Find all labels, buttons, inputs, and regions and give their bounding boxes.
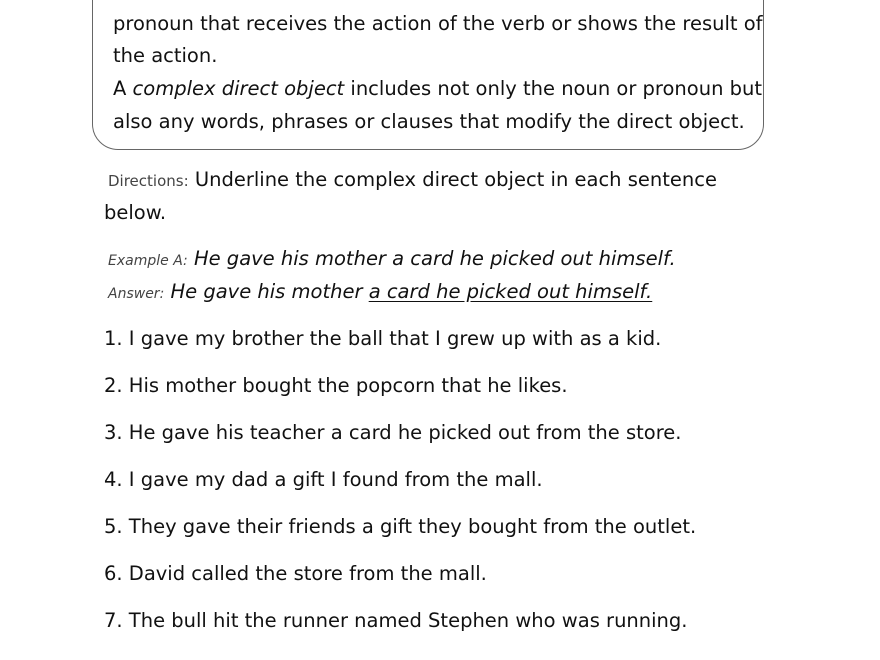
directions-line-2: below. [104, 201, 167, 224]
answer-underlined: a card he picked out himself. [368, 280, 653, 303]
answer-label: Answer: [108, 286, 165, 302]
exercise-item-7: 7. The bull hit the runner named Stephen who was running. [104, 609, 688, 632]
definition-line-1: pronoun that receives the action of the verb or shows the result of [113, 12, 763, 35]
definition-line-3-prefix: A [113, 77, 133, 100]
complex-direct-object-term: complex direct object [132, 77, 345, 100]
exercise-item-4: 4. I gave my dad a gift I found from the mall. [104, 468, 543, 491]
exercise-item-3: 3. He gave his teacher a card he picked out from the store. [104, 421, 682, 444]
directions-line-1 [108, 168, 717, 193]
definition-line-2: the action. [113, 44, 218, 67]
directions-text: Underline the complex direct object in each sentence [194, 168, 717, 191]
definition-line-3-suffix: includes not only the noun or pronoun but [344, 77, 763, 100]
example-sentence: He gave his mother a card he picked out himself. [193, 247, 676, 270]
answer-plain: He gave his mother [170, 280, 369, 303]
definition-line-4: also any words, phrases or clauses that modify the direct object. [113, 110, 745, 133]
example-line [108, 247, 676, 273]
directions-label: Directions: [108, 172, 189, 190]
example-label: Example A: [108, 253, 188, 269]
definition-line-3 [113, 77, 762, 101]
exercise-item-6: 6. David called the store from the mall. [104, 562, 487, 585]
exercise-item-2: 2. His mother bought the popcorn that he likes. [104, 374, 568, 397]
exercise-item-1: 1. I gave my brother the ball that I grew up with as a kid. [104, 327, 662, 350]
answer-line [108, 280, 652, 306]
exercise-item-5: 5. They gave their friends a gift they bought from the outlet. [104, 515, 697, 538]
